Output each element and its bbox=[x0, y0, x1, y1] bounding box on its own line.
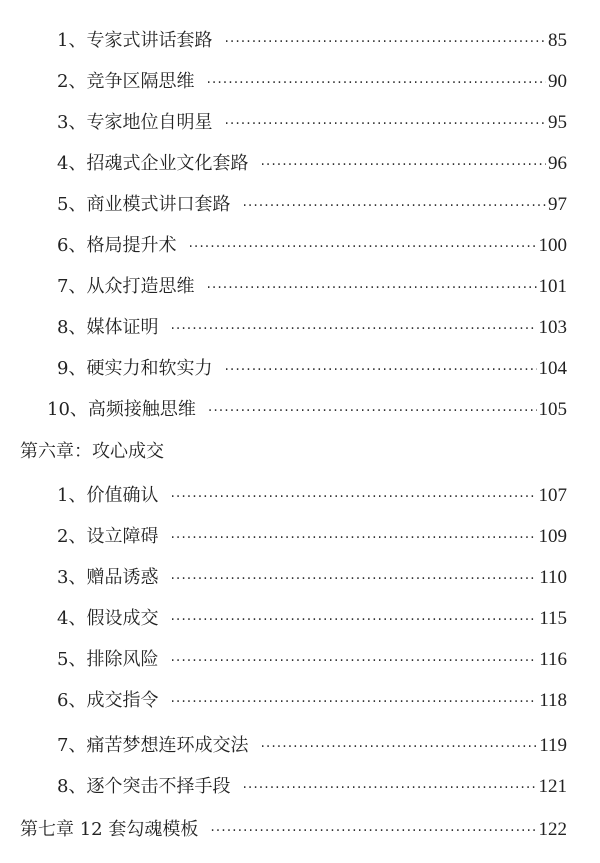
toc-entry-number: 3、 bbox=[57, 567, 87, 588]
toc-entry[interactable] bbox=[57, 522, 567, 552]
toc-entry-title: 排除风险 bbox=[86, 649, 159, 670]
toc-entry-title: 格局提升术 bbox=[86, 235, 177, 256]
toc-entry-title: 专家式讲话套路 bbox=[86, 30, 213, 51]
toc-entry-title: 高频接触思维 bbox=[87, 399, 196, 420]
toc-entry-title: 硬实力和软实力 bbox=[86, 358, 213, 379]
toc-entry-number: 4、 bbox=[57, 608, 87, 629]
toc-entry[interactable] bbox=[57, 563, 567, 593]
dot-leader bbox=[242, 773, 536, 803]
toc-entry-number: 3、 bbox=[57, 112, 87, 133]
dot-leader bbox=[260, 732, 537, 762]
dot-leader bbox=[170, 564, 537, 594]
toc-entry[interactable] bbox=[57, 272, 567, 302]
toc-entry-title: 价值确认 bbox=[86, 485, 159, 506]
dot-leader bbox=[210, 816, 536, 846]
toc-entry-page-number: 110 bbox=[539, 567, 567, 588]
toc-entry-number: 6、 bbox=[57, 235, 87, 256]
toc-entry[interactable] bbox=[57, 313, 567, 343]
toc-entry[interactable] bbox=[57, 67, 567, 97]
toc-entry-title: 招魂式企业文化套路 bbox=[86, 153, 249, 174]
toc-entry-page-number: 109 bbox=[538, 526, 567, 547]
toc-entry-title: 成交指令 bbox=[86, 690, 159, 711]
toc-entry[interactable] bbox=[57, 354, 567, 384]
toc-entry[interactable] bbox=[47, 395, 567, 425]
toc-entry-number: 5、 bbox=[57, 649, 87, 670]
toc-entry-number: 9、 bbox=[57, 358, 87, 379]
chapter-heading[interactable] bbox=[20, 437, 567, 467]
dot-leader bbox=[170, 523, 536, 553]
chapter-title: 第七章 12 套勾魂模板 bbox=[20, 819, 199, 840]
dot-leader bbox=[170, 482, 536, 512]
toc-entry-number: 8、 bbox=[57, 776, 87, 797]
toc-entry-title: 假设成交 bbox=[86, 608, 159, 629]
toc-entry-page-number: 85 bbox=[548, 30, 567, 51]
toc-entry-title: 竞争区隔思维 bbox=[86, 71, 195, 92]
dot-leader bbox=[170, 687, 537, 717]
toc-entry-page-number: 100 bbox=[538, 235, 567, 256]
toc-entry-number: 8、 bbox=[57, 317, 87, 338]
dot-leader bbox=[188, 232, 536, 262]
toc-entry-number: 7、 bbox=[57, 276, 87, 297]
toc-entry[interactable] bbox=[57, 772, 567, 802]
toc-entry[interactable] bbox=[57, 481, 567, 511]
toc-entry-page-number: 115 bbox=[539, 608, 567, 629]
toc-entry-title: 痛苦梦想连环成交法 bbox=[86, 735, 249, 756]
toc-entry-title: 设立障碍 bbox=[86, 526, 159, 547]
dot-leader bbox=[206, 68, 546, 98]
toc-entry-number: 7、 bbox=[57, 735, 87, 756]
chapter-page-number: 122 bbox=[538, 819, 567, 840]
dot-leader bbox=[224, 109, 546, 139]
toc-entry-page-number: 90 bbox=[548, 71, 567, 92]
toc-entry[interactable] bbox=[57, 231, 567, 261]
toc-entry-number: 10、 bbox=[47, 399, 88, 420]
toc-entry-number: 1、 bbox=[57, 485, 87, 506]
toc-entry-page-number: 96 bbox=[548, 153, 567, 174]
dot-leader bbox=[208, 396, 537, 426]
toc-entry[interactable] bbox=[57, 604, 567, 634]
toc-entry-title: 从众打造思维 bbox=[86, 276, 195, 297]
toc-entry[interactable] bbox=[57, 190, 567, 220]
dot-leader bbox=[242, 191, 546, 221]
toc-entry-number: 2、 bbox=[57, 71, 87, 92]
toc-entry-title: 专家地位自明星 bbox=[86, 112, 213, 133]
toc-entry-title: 媒体证明 bbox=[86, 317, 159, 338]
toc-entry-number: 1、 bbox=[57, 30, 87, 51]
toc-entry[interactable] bbox=[57, 645, 567, 675]
toc-entry-page-number: 121 bbox=[538, 776, 567, 797]
toc-entry[interactable] bbox=[57, 149, 567, 179]
toc-entry-page-number: 103 bbox=[538, 317, 567, 338]
dot-leader bbox=[224, 27, 546, 57]
toc-entry[interactable] bbox=[57, 26, 567, 56]
dot-leader bbox=[170, 605, 537, 635]
chapter-heading[interactable] bbox=[20, 815, 567, 845]
toc-entry-title: 逐个突击不择手段 bbox=[86, 776, 231, 797]
toc-entry[interactable] bbox=[57, 686, 567, 716]
toc-entry-page-number: 95 bbox=[548, 112, 567, 133]
toc-entry-page-number: 105 bbox=[538, 399, 567, 420]
dot-leader bbox=[224, 355, 536, 385]
toc-entry-page-number: 118 bbox=[539, 690, 567, 711]
dot-leader bbox=[170, 314, 536, 344]
toc-entry-page-number: 104 bbox=[538, 358, 567, 379]
dot-leader bbox=[206, 273, 536, 303]
dot-leader bbox=[260, 150, 546, 180]
toc-entry[interactable] bbox=[57, 731, 567, 761]
toc-entry[interactable] bbox=[57, 108, 567, 138]
toc-entry-page-number: 116 bbox=[539, 649, 567, 670]
toc-entry-page-number: 97 bbox=[548, 194, 567, 215]
toc-entry-page-number: 107 bbox=[538, 485, 567, 506]
toc-entry-number: 6、 bbox=[57, 690, 87, 711]
toc-entry-title: 赠品诱惑 bbox=[86, 567, 159, 588]
toc-entry-number: 4、 bbox=[57, 153, 87, 174]
chapter-title: 第六章：攻心成交 bbox=[20, 441, 164, 462]
toc-entry-page-number: 119 bbox=[539, 735, 567, 756]
toc-entry-number: 5、 bbox=[57, 194, 87, 215]
toc-entry-number: 2、 bbox=[57, 526, 87, 547]
dot-leader bbox=[170, 646, 537, 676]
toc-entry-page-number: 101 bbox=[538, 276, 567, 297]
toc-entry-title: 商业模式讲口套路 bbox=[86, 194, 231, 215]
